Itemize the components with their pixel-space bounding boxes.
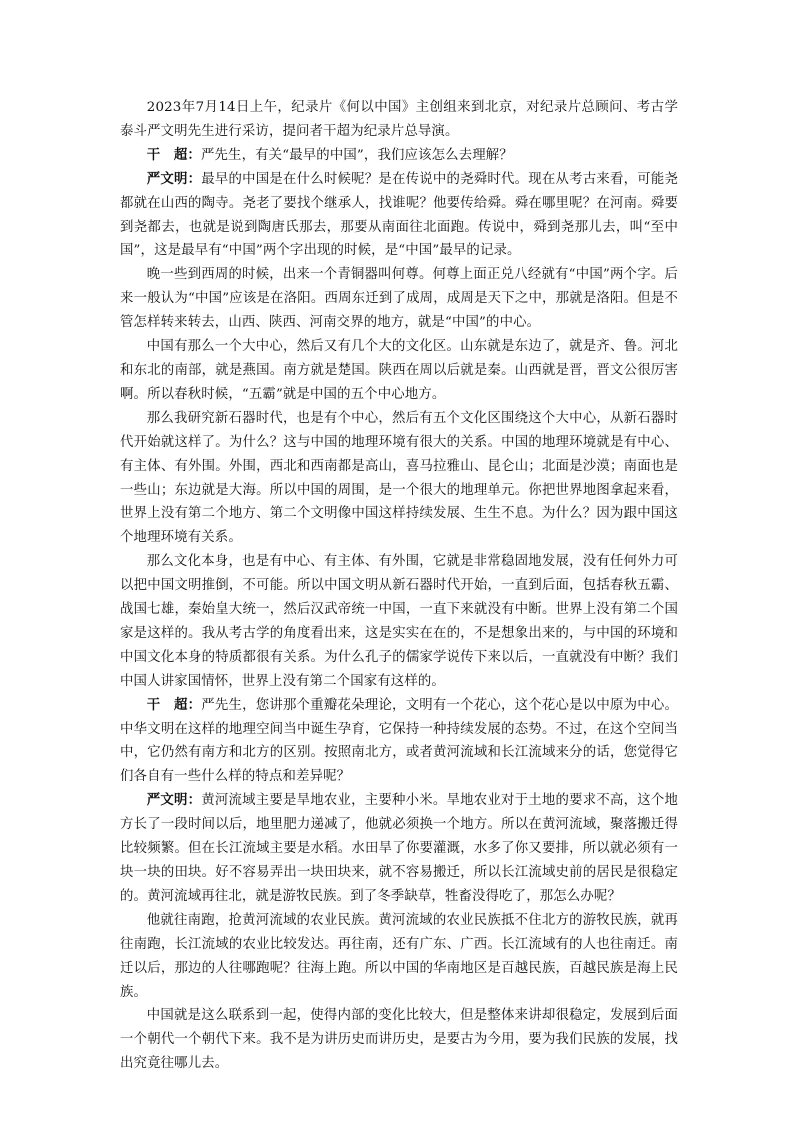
- speaker-label: 干 超：: [146, 696, 202, 713]
- paragraph-intro: 2023年7月14日上午，纪录片《何以中国》主创组来到北京，对纪录片总顾问、考古学泰斗严文明先生进行采访，提问者干超为纪录片总导演。: [120, 100, 678, 139]
- paragraph: 晚一些到西周的时候，出来一个青铜器叫何尊。何尊上面正兑八经就有“中国”两个字。后来一般认为“中国”应该是在洛阳。西周东迁到了成周，成周是天下之中，那就是洛阳。但是不管怎样转来转去，山西、陕西、河南交界的地方，就是“中国”的中心。: [120, 267, 678, 331]
- document-body: [120, 96, 678, 1076]
- speaker-label: 严文明：: [146, 792, 202, 809]
- speaker-label: 严文明：: [146, 170, 202, 187]
- paragraph: 那么我研究新石器时代，也是有个中心，然后有五个文化区围绕这个大中心，从新石器时代开始就这样了。为什么？这与中国的地理环境有很大的关系。中国的地理环境就是有中心、有主体、有外围。外围，西北和西南都是高山，喜马拉雅山、昆仑山；北面是沙漠；南面也是一些山；东边就是大海。所以中国的周围，是一个很大的地理单元。你把世界地图拿起来看，世界上没有第二个地方、第二个文明像中国这样持续发展、生生不息。为什么？因为跟中国这个地理环境有关系。: [120, 410, 678, 546]
- paragraph-answer-2: 严文明：黄河流域主要是旱地农业，主要种小米。旱地农业对于土地的要求不高，这个地方长了一段时间以后，地里肥力递减了，他就必须换一个地方。所以在黄河流域，聚落搬迁得比较频繁。但在长江流域主要是水稻。水田旱了你要灌溉，水多了你又要排，所以就必须有一块一块的田块。好不容易弄出一块田块来，就不容易搬迁，所以长江流域史前的居民是很稳定的。黄河流域再往北，就是游牧民族。到了冬季缺草，牲畜没得吃了，那怎么办呢？: [120, 792, 678, 904]
- paragraph: 中国有那么一个大中心，然后又有几个大的文化区。山东就是东边了，就是齐、鲁。河北和东北的南部，就是燕国。南方就是楚国。陕西在周以后就是秦。山西就是晋，晋文公很厉害啊。所以春秋时候，“五霸”就是中国的五个中心地方。: [120, 339, 678, 402]
- paragraph-question-2: 干 超：严先生，您讲那个重瓣花朵理论，文明有一个花心，这个花心是以中原为中心。中华文明在这样的地理空间当中诞生孕育，它保持一种持续发展的态势。不过，在这个空间当中，它仍然有南方和北方的区别。按照南北方，或者黄河流域和长江流域来分的话，您觉得它们各自有一些什么样的特点和差异呢？: [120, 696, 678, 785]
- paragraph: 那么文化本身，也是有中心、有主体、有外围，它就是非常稳固地发展，没有任何外力可以把中国文明推倒，不可能。所以中国文明从新石器时代开始，一直到后面，包括春秋五霸、战国七雄，秦始皇大统一，然后汉武帝统一中国，一直下来就没有中断。世界上没有第二个国家是这样的。我从考古学的角度看出来，这是实实在在的，不是想象出来的，与中国的环境和中国文化本身的特质都很有关系。为什么孔子的儒家学说传下来以后，一直就没有中断？我们中国人讲家国情怀，世界上没有第二个国家有这样的。: [120, 554, 678, 689]
- paragraph: 他就往南跑，抢黄河流域的农业民族。黄河流域的农业民族抵不住北方的游牧民族，就再往南跑，长江流域的农业比较发达。再往南，还有广东、广西。长江流域有的人也往南迁。南迁以后，那边的人往哪跑呢？往海上跑。所以中国的华南地区是百越民族，百越民族是海上民族。: [120, 912, 678, 1000]
- paragraph-closing: 中国就是这么联系到一起，使得内部的变化比较大，但是整体来讲却很稳定，发展到后面一个朝代一个朝代下来。我不是为讲历史而讲历史，是要古为今用，要为我们民族的发展，找出究竟往哪儿去。: [120, 1008, 678, 1072]
- paragraph-question-1: 干 超：严先生，有关“最早的中国”，我们应该怎么去理解？: [146, 146, 513, 163]
- speaker-label: 干 超：: [146, 146, 201, 163]
- paragraph-answer-1: 严文明：最早的中国是在什么时候呢？是在传说中的尧舜时代。现在从考古来看，可能尧都就在山西的陶寺。尧老了要找个继承人，找谁呢？他要传给舜。舜在哪里呢？在河南。舜要到尧都去，也就是说到陶唐氏那去，那要从南面往北面跑。传说中，舜到尧那儿去，叫“至中国”，这是最早有“中国”两个字出现的时候，是“中国”最早的记录。: [120, 170, 678, 259]
